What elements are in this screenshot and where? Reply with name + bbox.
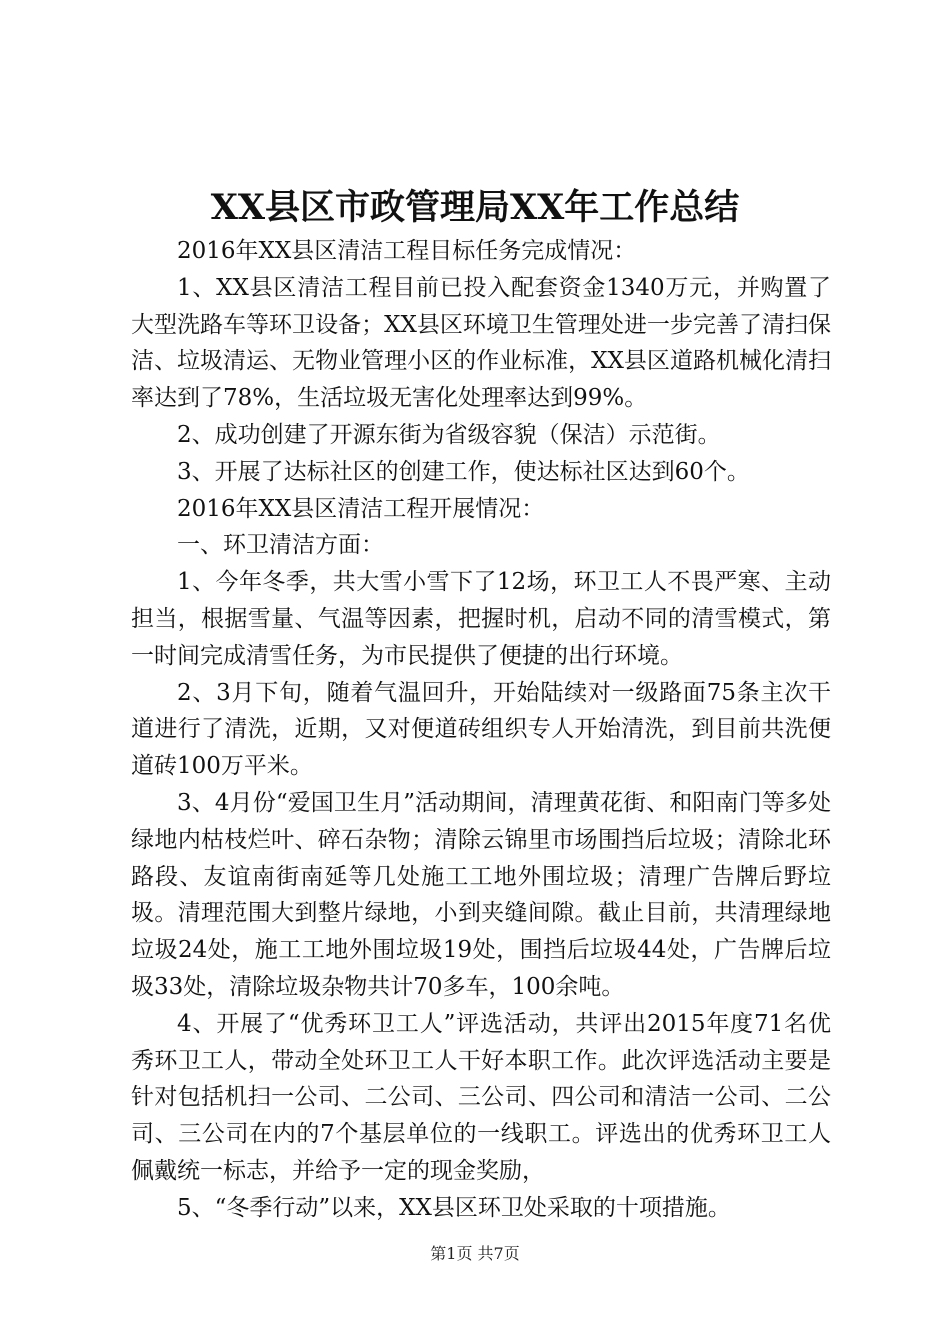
document-body [131,233,831,1227]
document-title: XX县区市政管理局XX年工作总结 [210,187,740,228]
paragraph: 3、开展了达标社区的创建工作，使达标社区达到60个。 [177,458,750,485]
paragraph: 3、4月份“爱国卫生月”活动期间，清理黄花街、和阳南门等多处绿地内枯枝烂叶、碎石杂物；清除云锦里市场围挡后垃圾；清除北环路段、友谊南街南延等几处施工工地外围垃圾；清理广告牌后野垃圾。清理范围大到整片绿地，小到夹缝间隙。截止目前，共清理绿地垃圾24处，施工工地外围垃圾19处，围挡后垃圾44处，广告牌后垃圾33处，清除垃圾杂物共计70多车，100余吨。 [131,789,831,1000]
paragraph: 2016年XX县区清洁工程开展情况： [177,495,545,522]
page-number-footer: 第1页 共7页 [430,1244,520,1263]
paragraph: 2、成功创建了开源东街为省级容貌（保洁）示范街。 [177,421,721,448]
paragraph: 2、3月下旬，随着气温回升，开始陆续对一级路面75条主次干道进行了清洗，近期，又对便道砖组织专人开始清洗，到目前共洗便道砖100万平米。 [131,679,831,780]
paragraph: 一、环卫清洁方面： [177,532,384,559]
paragraph: 5、“冬季行动”以来，XX县区环卫处采取的十项措施。 [177,1194,731,1221]
paragraph: 1、XX县区清洁工程目前已投入配套资金1340万元，并购置了大型洗路车等环卫设备；XX县区环境卫生管理处进一步完善了清扫保洁、垃圾清运、无物业管理小区的作业标准，XX县区道路机械化清扫率达到了78%，生活垃圾无害化处理率达到99%。 [131,274,831,412]
paragraph: 1、今年冬季，共大雪小雪下了12场，环卫工人不畏严寒、主动担当，根据雪量、气温等因素，把握时机，启动不同的清雪模式，第一时间完成清雪任务，为市民提供了便捷的出行环境。 [131,569,831,669]
paragraph: 4、开展了“优秀环卫工人”评选活动，共评出2015年度71名优秀环卫工人，带动全处环卫工人干好本职工作。此次评选活动主要是针对包括机扫一公司、二公司、三公司、四公司和清洁一公司、二公司、三公司在内的7个基层单位的一线职工。评选出的优秀环卫工人佩戴统一标志，并给予一定的现金奖励， [131,1010,831,1184]
paragraph: 2016年XX县区清洁工程目标任务完成情况： [177,238,637,264]
